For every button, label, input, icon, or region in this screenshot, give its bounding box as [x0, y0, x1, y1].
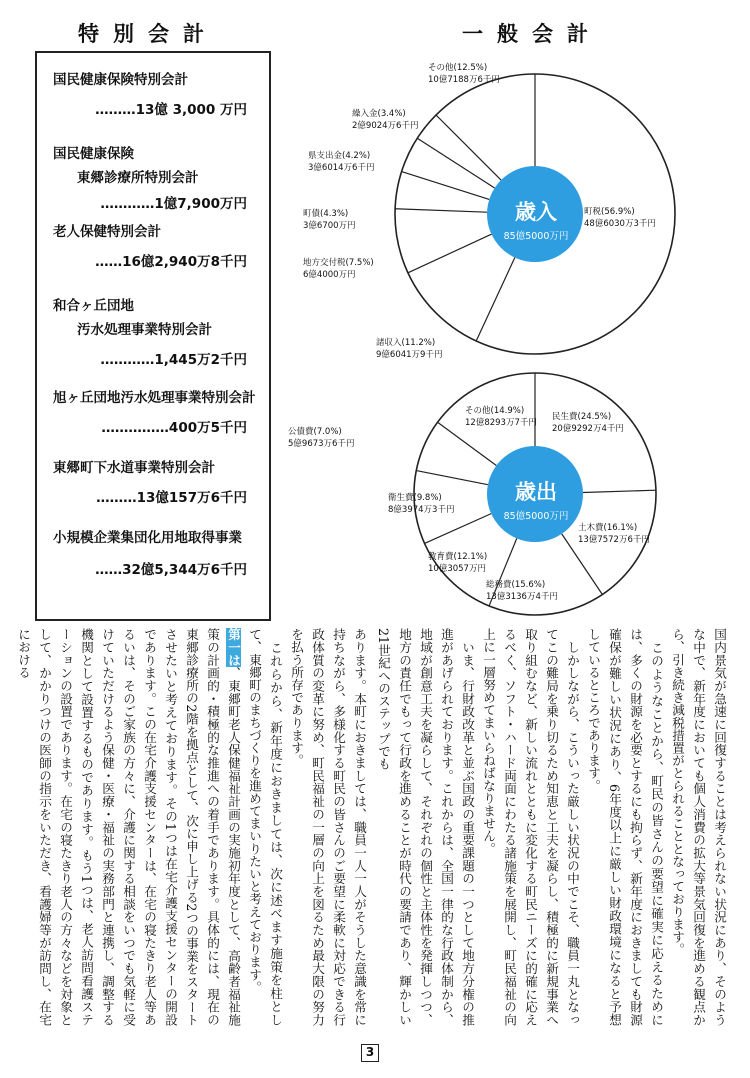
body-text [16, 628, 730, 1028]
expenditure-slice-label [465, 406, 537, 429]
slice-amount: 6億4000万円 [303, 269, 356, 280]
first-item-label: 第一は [226, 628, 241, 667]
slice-amount: 8億3974万3千円 [388, 504, 455, 515]
revenue-slice-label [303, 209, 356, 232]
first-item-intro: 、東郷町老人保健福祉計 [226, 666, 241, 808]
revenue-slice-label [376, 338, 442, 361]
fund-name: 小規模企業集団化用地取得事業 [53, 530, 242, 546]
slice-percent: 教育費(12.1%) [428, 552, 488, 562]
page-number: 3 [361, 1044, 379, 1062]
expenditure-slice-label [486, 580, 558, 603]
slice-percent: 町債(4.3%) [303, 209, 349, 219]
fund-amount: ……16億2,940万8千円 [95, 254, 247, 270]
revenue-slice-label [428, 63, 500, 86]
slice-percent: 町税(56.9%) [584, 207, 635, 217]
paragraph: いま、行財政改革と並ぶ国政の重要課題の一つとして地方分権の推進があげられております。これからは、全国一律的な行政体制から、地域が創意工夫を凝らして、それぞれの個性と主体性を発揮しつつ、地方の責任でもって行政を進めることが時代の要請であり、輝かしい21世紀へのステップでも [376, 628, 475, 1026]
expenditure-slice-label [552, 412, 624, 435]
slice-percent: 地方交付税(7.5%) [303, 258, 374, 268]
slice-amount: 2億9024万6千円 [352, 120, 419, 131]
slice-percent: 総務費(15.6%) [486, 580, 546, 590]
fund-amount: …………1億7,900万円 [100, 196, 247, 212]
slice-amount: 48億6030万3千円 [584, 218, 656, 229]
fund-name: 国民健康保険特別会計 [53, 72, 188, 88]
fund-name-line2: 汚水処理事業特別会計 [77, 322, 212, 338]
fund-amount: …………1,445万2千円 [100, 352, 247, 368]
slice-amount: 20億9292万4千円 [552, 423, 624, 434]
slice-percent: その他(14.9%) [465, 406, 525, 416]
fund-name: 旭ヶ丘団地汚水処理事業特別会計 [53, 390, 256, 406]
slice-percent: 公債費(7.0%) [288, 427, 342, 437]
revenue-slice-label [303, 258, 374, 281]
revenue-slice-label [308, 151, 374, 174]
revenue-center-total: 85億5000万円 [503, 231, 569, 242]
expenditure-center-title: 歳出 [515, 480, 557, 504]
slice-percent: 衛生費(9.8%) [388, 493, 442, 503]
expenditure-slice-label [428, 552, 487, 575]
fund-amount: ………13億 3,000 万円 [95, 102, 247, 118]
slice-amount: 10億7188万6千円 [428, 74, 500, 85]
text-block-right [376, 628, 730, 1026]
paragraph: あります。本町におきましては、職員一人一人がそうした意識を常に持ちながら、多様化する町民の皆さんのご要望に柔軟に対応できる行政体質の変革に努め、町民福祉の一層の向上を図るため最大限の努力を払う所存であります。 [289, 628, 367, 1026]
fund-amount: ……32億5,344万6千円 [95, 562, 247, 578]
text-block-left [16, 628, 370, 1026]
fund-name: 和合ヶ丘団地 [53, 298, 134, 314]
fund-amount: ……………400万5千円 [101, 420, 247, 436]
fund-name: 東郷町下水道事業特別会計 [53, 460, 215, 476]
special-accounts-heading: 特別会計 [78, 22, 218, 46]
slice-percent: 県支出金(4.2%) [308, 151, 371, 161]
paragraph: これらから、新年度におきましては、次に述べます施策を柱として、東郷町のまちづくりを進めてまいりたいと考えております。 [247, 628, 283, 1026]
slice-amount: 12億8293万7千円 [465, 417, 537, 428]
fund-amount: ………13億157万6千円 [96, 490, 247, 506]
revenue-center-title: 歳入 [515, 200, 557, 224]
slice-amount: 10億3057万円 [428, 563, 486, 574]
slice-amount: 9億6041万9千円 [376, 349, 443, 360]
paragraph: 画の実施初年度として、高齢者福祉施策の計画的・積極的な推進への着手であります。具体的には、現在の東郷診療所の2階を拠点として、次に申し上げる2つの事業をスタートさせたいと考えております。その1つは在宅介護支援センターの開設であります。この在宅介護支援センターは、在宅の寝たきり老人等あるいは、そのご家族の方々に、介護に関する相談をいつでも気軽に受けていただけるよう保健・医療・福祉の実務部門と連携し、調整する機関として設置するものであります。もう1つは、老人訪問看護ステーションの設置であります。在宅の寝たきり老人の方々などを対象として、かかりつけの医師の指示をいただき、看護婦等が訪問し、在宅における [16, 628, 241, 1026]
expenditure-center-total: 85億5000万円 [503, 511, 569, 522]
slice-amount: 3億6014万6千円 [308, 162, 375, 173]
paragraph: このようなことから、町民の皆さんの要望に確実に応えるためには、多くの財源を必要とするにも拘らず、新年度におきましても財源確保が難しい状況にあり、6年度以上に厳しい財政環境になると予想しているところであります。 [586, 628, 664, 1026]
fund-name-line2: 東郷診療所特別会計 [77, 170, 199, 186]
revenue-slice-label [352, 109, 418, 132]
expenditure-slice-label [388, 493, 454, 516]
expenditure-slice-label [578, 523, 650, 546]
slice-amount: 13億3136万4千円 [486, 591, 558, 602]
fund-name: 老人保健特別会計 [53, 224, 161, 240]
paragraph: 国内景気が急速に回復することは考えられない状況にあり、そのような中で、新年度においても個人消費の拡大等景気回復を進める観点から、引き続き減税措置がとられることとなっております。 [670, 628, 727, 1026]
slice-percent: 土木費(16.1%) [578, 523, 638, 533]
general-accounts-heading: 一般会計 [462, 22, 602, 46]
slice-percent: 繰入金(3.4%) [352, 109, 406, 119]
slice-amount: 3億6700万円 [303, 220, 356, 231]
slice-amount: 5億9673万6千円 [288, 438, 355, 449]
slice-amount: 13億7572万6千円 [578, 534, 650, 545]
slice-percent: その他(12.5%) [428, 63, 488, 73]
paragraph: しかしながら、こういった厳しい状況の中でこそ、職員一丸となってこの難局を乗り切るため知恵と工夫を凝らし、積極的に新規事業へ取り組むなど、新しい流れとともに変化する町民ニーズに的確に応えるべく、ソフト・ハード両面にわたる諸施策を展開し、町民福祉の向上に一層努めてまいらねばなりません。 [481, 628, 580, 1026]
slice-percent: 諸収入(11.2%) [376, 338, 436, 348]
slice-percent: 民生費(24.5%) [552, 412, 612, 422]
revenue-slice-label [584, 207, 656, 230]
expenditure-slice-label [288, 427, 354, 450]
fund-name: 国民健康保険 [53, 146, 134, 162]
